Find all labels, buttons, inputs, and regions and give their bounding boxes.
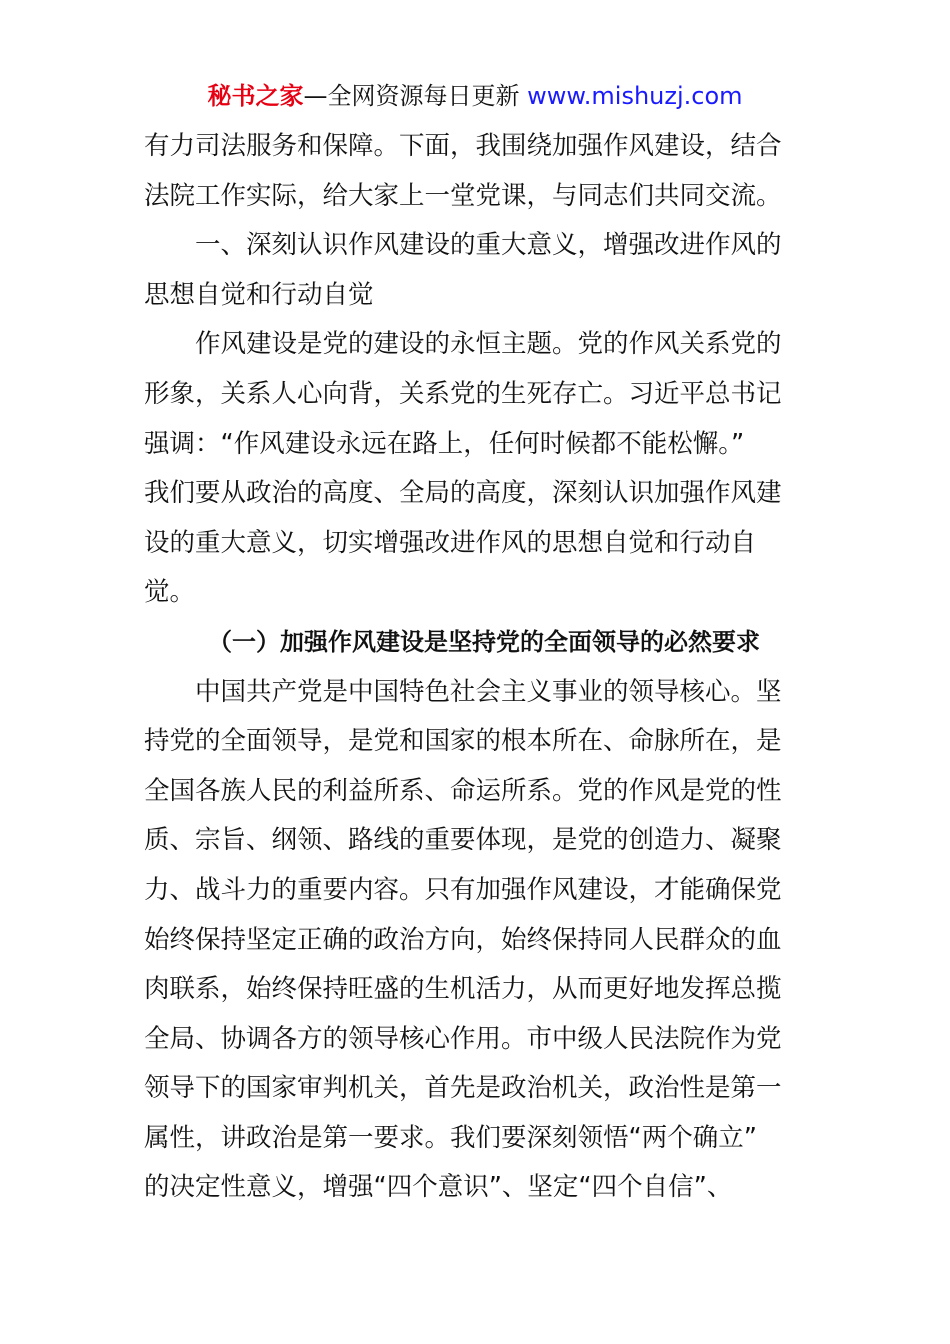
text-line: 形象，关系人心向背，关系党的生死存亡。习近平总书记 bbox=[144, 378, 782, 409]
site-brand: 秘书之家 bbox=[207, 82, 304, 110]
text-line: 领导下的国家审判机关，首先是政治机关，政治性是第一 bbox=[144, 1073, 782, 1104]
text-line: 的决定性意义，增强“四个意识”、坚定“四个自信”、 bbox=[144, 1172, 733, 1203]
text-line: 全局、协调各方的领导核心作用。市中级人民法院作为党 bbox=[144, 1023, 782, 1054]
text-line: 肉联系，始终保持旺盛的生机活力，从而更好地发挥总揽 bbox=[144, 974, 782, 1005]
text-line: 质、宗旨、纲领、路线的重要体现，是党的创造力、凝聚 bbox=[144, 825, 782, 856]
site-header bbox=[0, 80, 950, 112]
text-line: 全国各族人民的利益所系、命运所系。党的作风是党的性 bbox=[144, 775, 782, 806]
text-line: 觉。 bbox=[144, 577, 196, 608]
section-heading-continued: 思想自觉和行动自觉 bbox=[144, 279, 374, 310]
section-heading: 一、深刻认识作风建设的重大意义，增强改进作风的 bbox=[195, 230, 782, 261]
text-line: 设的重大意义，切实增强改进作风的思想自觉和行动自 bbox=[144, 527, 757, 558]
subsection-heading: （一）加强作风建设是坚持党的全面领导的必然要求 bbox=[208, 627, 760, 656]
text-line: 有力司法服务和保障。下面，我围绕加强作风建设，结合 bbox=[144, 131, 782, 161]
text-line: 属性，讲政治是第一要求。我们要深刻领悟“两个确立” bbox=[144, 1122, 757, 1153]
text-line: 持党的全面领导，是党和国家的根本所在、命脉所在，是 bbox=[144, 726, 782, 757]
paragraph-start: 作风建设是党的建设的永恒主题。党的作风关系党的 bbox=[195, 329, 782, 360]
document-body bbox=[144, 122, 808, 1213]
text-line: 我们要从政治的高度、全局的高度，深刻认识加强作风建 bbox=[144, 478, 782, 509]
text-line: 法院工作实际，给大家上一堂党课，与同志们共同交流。 bbox=[144, 180, 782, 211]
text-line: 始终保持坚定正确的政治方向，始终保持同人民群众的血 bbox=[144, 924, 782, 955]
text-line: 力、战斗力的重要内容。只有加强作风建设，才能确保党 bbox=[144, 874, 782, 905]
site-url[interactable]: www.mishuzj.com bbox=[527, 82, 743, 110]
paragraph-start: 中国共产党是中国特色社会主义事业的领导核心。坚 bbox=[195, 676, 782, 707]
text-line: 强调：“作风建设永远在路上，任何时候都不能松懈。” bbox=[144, 428, 745, 459]
site-tagline: —全网资源每日更新 bbox=[303, 82, 520, 110]
